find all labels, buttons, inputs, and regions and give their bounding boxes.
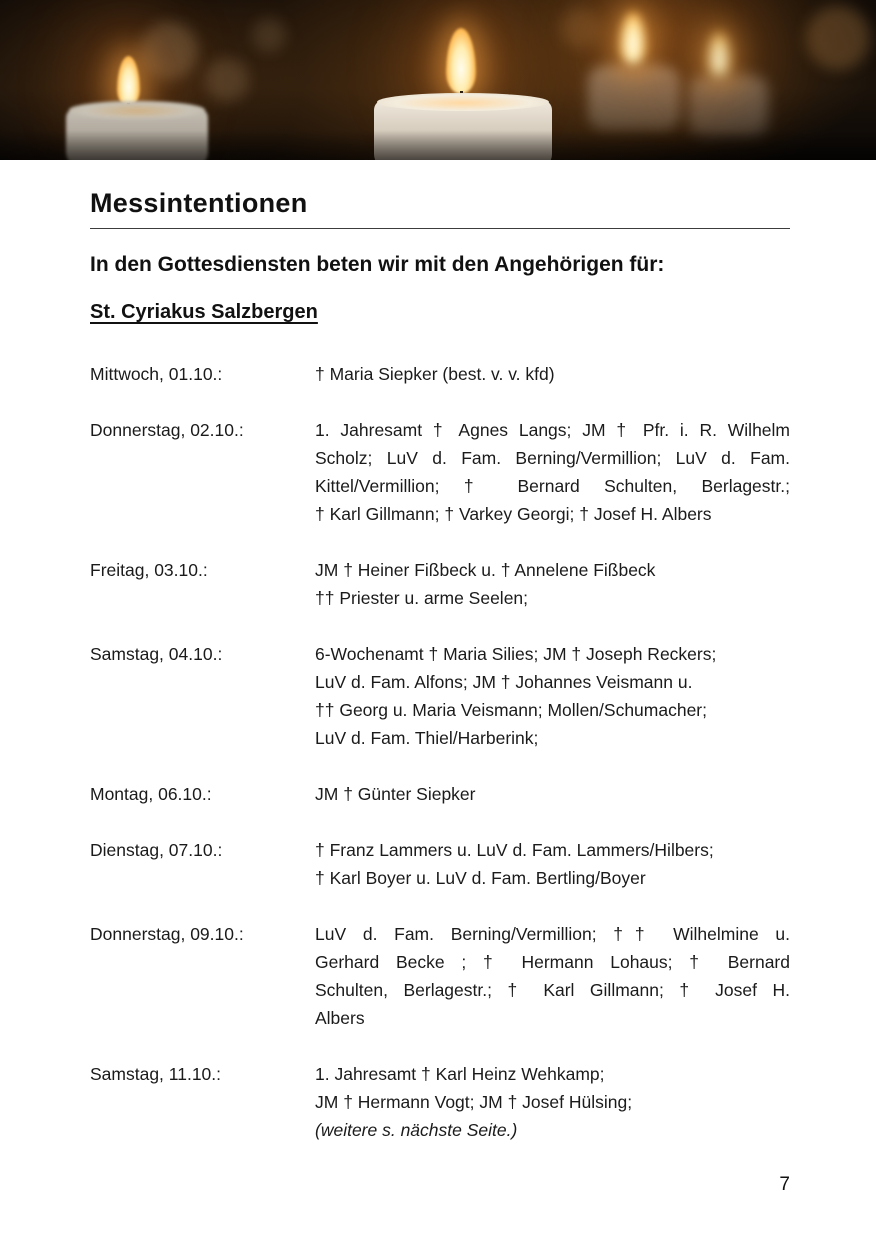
- entry-note: (weitere s. nächste Seite.): [315, 1120, 518, 1140]
- entry-text: [315, 416, 790, 528]
- candle-flame: [708, 32, 730, 76]
- intentions-list: [90, 360, 790, 1144]
- entry-line: JM † Günter Siepker: [315, 784, 476, 804]
- entry-date: Dienstag, 07.10.:: [90, 840, 223, 860]
- intro-heading: In den Gottesdiensten beten wir mit den Angehörigen für:: [90, 253, 665, 276]
- intention-entry: [90, 836, 790, 892]
- candle-flame: [446, 28, 476, 94]
- entry-text: [315, 360, 790, 388]
- entry-date: Donnerstag, 02.10.:: [90, 420, 244, 440]
- intention-entry: [90, 416, 790, 528]
- entry-line: 1. Jahresamt † Karl Heinz Wehkamp;: [315, 1064, 605, 1084]
- intention-entry: [90, 1060, 790, 1144]
- entry-line: † Franz Lammers u. LuV d. Fam. Lammers/Hilbers;: [315, 840, 714, 860]
- candle-body: [588, 70, 680, 130]
- entry-line: †† Priester u. arme Seelen;: [315, 588, 529, 608]
- entry-text: [315, 780, 790, 808]
- entry-text: [315, 640, 790, 752]
- header-image: [0, 0, 876, 160]
- entry-line: 1. Jahresamt † Agnes Langs; JM † Pfr. i. R. Wilhelm: [315, 420, 790, 440]
- entry-text: [315, 1060, 790, 1144]
- intention-entry: [90, 920, 790, 1032]
- bokeh-light: [252, 18, 286, 52]
- intention-entry: [90, 556, 790, 612]
- entry-date: Mittwoch, 01.10.:: [90, 364, 223, 384]
- entry-date: Montag, 06.10.:: [90, 784, 212, 804]
- entry-line: Scholz; LuV d. Fam. Berning/Vermillion; LuV d. Fam.: [315, 448, 790, 468]
- entry-line: Schulten, Berlagestr.; † Karl Gillmann; † Josef H.: [315, 980, 790, 1000]
- entry-line: † Maria Siepker (best. v. v. kfd): [315, 364, 555, 384]
- entry-line: Albers: [315, 1008, 365, 1028]
- bokeh-light: [806, 6, 870, 70]
- entry-line: † Karl Boyer u. LuV d. Fam. Bertling/Boyer: [315, 868, 646, 888]
- entry-date: Freitag, 03.10.:: [90, 560, 208, 580]
- candle-flame: [620, 12, 646, 64]
- page-number: 7: [779, 1174, 790, 1195]
- entry-date: Samstag, 11.10.:: [90, 1064, 222, 1084]
- bokeh-light: [140, 22, 198, 80]
- content: [0, 160, 876, 1196]
- section-heading: St. Cyriakus Salzbergen: [90, 301, 318, 323]
- candle-body: [688, 80, 768, 136]
- entry-line: LuV d. Fam. Berning/Vermillion; †† Wilhelmine u.: [315, 924, 790, 944]
- candle-flame: [117, 56, 140, 106]
- bokeh-light: [205, 58, 249, 102]
- candle-body: [66, 108, 208, 160]
- intention-entry: [90, 640, 790, 752]
- entry-line: LuV d. Fam. Alfons; JM † Johannes Veismann u.: [315, 672, 693, 692]
- entry-text: [315, 836, 790, 892]
- candle-body: [374, 100, 552, 160]
- entry-text: [315, 556, 790, 612]
- entry-date: Samstag, 04.10.:: [90, 644, 223, 664]
- intention-entry: [90, 780, 790, 808]
- entry-line: Kittel/Vermillion; † Bernard Schulten, Berlagestr.;: [315, 476, 790, 496]
- entry-line: Gerhard Becke ; † Hermann Lohaus; † Bernard: [315, 952, 790, 972]
- entry-line: JM † Heiner Fißbeck u. † Annelene Fißbeck: [315, 560, 656, 580]
- entry-date: Donnerstag, 09.10.:: [90, 924, 244, 944]
- entry-line: † Karl Gillmann; † Varkey Georgi; † Josef H. Albers: [315, 504, 712, 524]
- entry-line: JM † Hermann Vogt; JM † Josef Hülsing;: [315, 1092, 633, 1112]
- entry-line: 6-Wochenamt † Maria Silies; JM † Joseph Reckers;: [315, 644, 717, 664]
- intention-entry: [90, 360, 790, 388]
- entry-line: †† Georg u. Maria Veismann; Mollen/Schumacher;: [315, 700, 707, 720]
- bokeh-light: [560, 8, 600, 48]
- entry-text: [315, 920, 790, 1032]
- page-title: Messintentionen: [90, 188, 790, 229]
- entry-line: LuV d. Fam. Thiel/Harberink;: [315, 728, 539, 748]
